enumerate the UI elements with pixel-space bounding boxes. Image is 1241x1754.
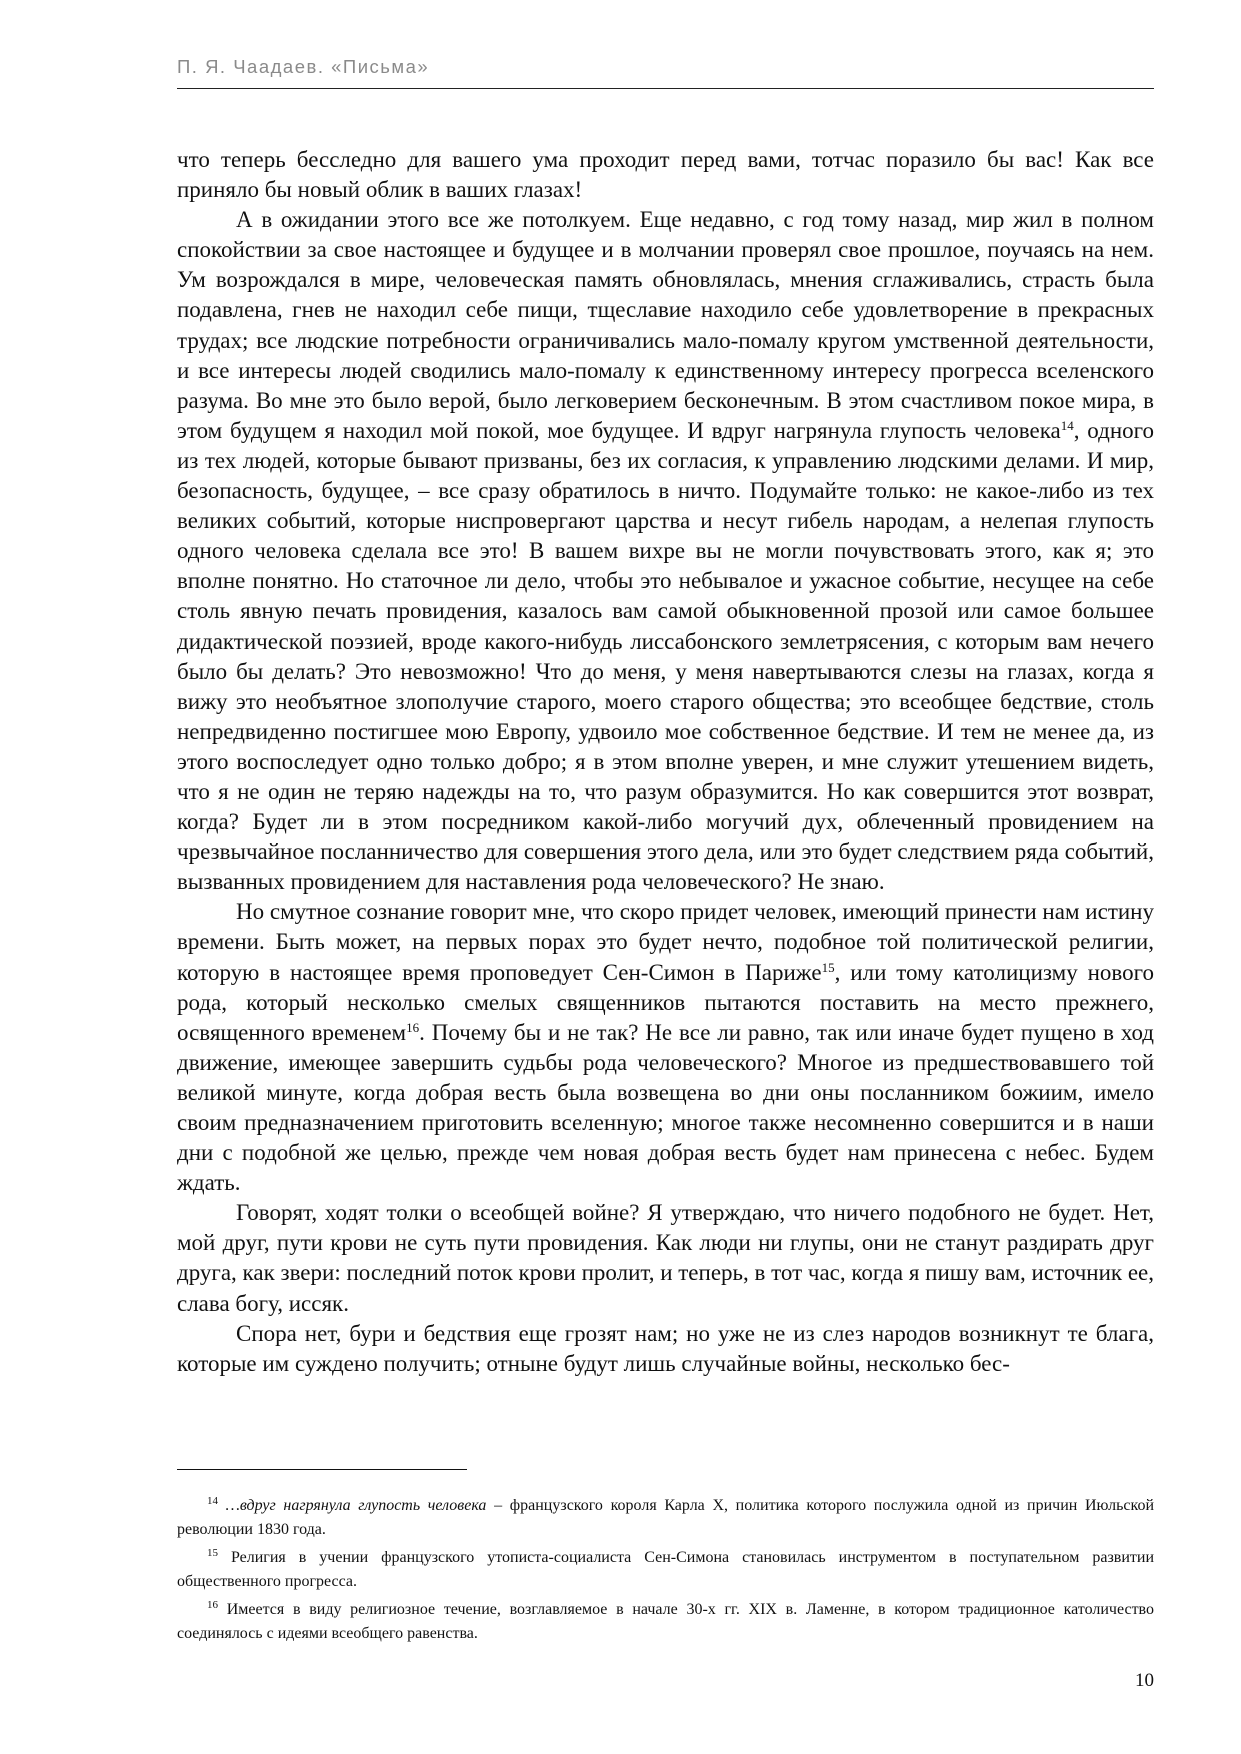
footnote-text: Религия в учении французского утописта-социалиста Сен-Симона становилась инструментом в поступательном развитии общественного прогресса.: [177, 1549, 1154, 1590]
paragraph-2: [177, 205, 1154, 897]
footnote-number: 16: [207, 1599, 218, 1611]
footnote-14: [177, 1494, 1154, 1541]
footnote-number: 14: [207, 1495, 218, 1507]
running-title: П. Я. Чаадаев. «Письма»: [177, 56, 430, 77]
paragraph-3-part-c: . Почему бы и не так? Не все ли равно, так или иначе будет пущено в ход движение, имеющее завершить судьбы рода человеческого? Многое из предшествовавшего той великой минуте, когда добрая весть была возвещена во дни оны посланником божиим, имело своим предназначением приготовить вселенную; многое также несомненно совершится и в наши дни с подобной же целью, прежде чем новая добрая весть будет нам принесена с небес. Будем ждать.: [177, 1019, 1155, 1196]
footnote-rule: [177, 1469, 467, 1470]
footnote-text: – французского короля Карла Х, политика которого послужила одной из причин Июльской революции 1830 года.: [177, 1497, 1154, 1538]
main-text: [177, 145, 1154, 1379]
page-number: 10: [1135, 1670, 1154, 1691]
footnote-ref-14[interactable]: 14: [1060, 417, 1074, 433]
paragraph-5: Спора нет, бури и бедствия еще грозят нам; но уже не из слез народов возникнут те блага, которые им суждено получить; отныне будут лишь случайные войны, несколько бес-: [177, 1320, 1154, 1376]
paragraph-2-part-b: , одного из тех людей, которые бывают призваны, без их согласия, к управлению людскими делами. И мир, безопасность, будущее, – все сразу обратилось в ничто. Подумайте только: не какое-либо из тех великих событий, которые ниспровергают царства и несут гибель народам, а нелепая глупость одного человека сделала все это! В вашем вихре вы не могли почувствовать этого, как я; это вполне понятно. Но статочное ли дело, чтобы это небывалое и ужасное событие, несущее на себе столь явную печать провидения, казалось вам самой обыкновенной прозой или самое большее дидактической поэзией, вроде какого-нибудь лиссабонского землетрясения, с которым вам нечего было бы делать? Это невозможно! Что до меня, у меня навертываются слезы на глазах, когда я вижу это необъятное злополучие старого, моего старого общества; это всеобщее бедствие, столь непредвиденно постигшее мою Европу, удвоило мое собственное бедствие. И тем не менее да, из этого воспоследует одно только добро; я в этом вполне уверен, и мне служит утешением видеть, что я не один не теряю надежды на то, что разум образумится. Но как совершится этот возврат, когда? Будет ли в этом посредником какой-либо могучий дух, облеченный провидением на чрезвычайное посланничество для совершения этого дела, или это будет следствием ряда событий, вызванных провидением для наставления рода человеческого? Не знаю.: [177, 417, 1154, 895]
paragraph-1: что теперь бесследно для вашего ума проходит перед вами, тотчас поразило бы вас! Как все приняло бы новый облик в ваших глазах!: [177, 147, 1154, 203]
paragraph-3-part-b: , или тому католицизму нового рода, который несколько смелых священников пытаются поставить на место прежнего, освященного временем: [177, 959, 1154, 1045]
footnote-italic-quote: …вдруг нагрянула глупость человека: [225, 1497, 487, 1514]
footnotes: [177, 1494, 1154, 1650]
paragraph-2-part-a: А в ожидании этого все же потолкуем. Еще недавно, с год тому назад, мир жил в полном спокойствии за свое настоящее и будущее и в молчании проверял свое прошлое, поучаясь на нем. Ум возрождался в мире, человеческая память обновлялась, мнения сглаживались, страсть была подавлена, гнев не находил себе пищи, тщеславие находило себе удовлетворение в прекрасных трудах; все людские потребности ограничивались мало-помалу кругом умственной деятельности, и все интересы людей сводились мало-помалу к единственному интересу прогресса вселенского разума. Во мне это было верой, было легковерием бесконечным. В этом счастливом покое мира, в этом будущем я находил мой покой, мое будущее. И вдруг нагрянула глупость человека: [177, 207, 1154, 443]
footnote-15: [177, 1546, 1154, 1593]
header-rule: [177, 88, 1154, 89]
paragraph-3-part-a: Но смутное сознание говорит мне, что скоро придет человек, имеющий принести нам истину времени. Быть может, на первых порах это будет нечто, подобное той политической религии, которую в настоящее время проповедует Сен-Симон в Париже: [177, 899, 1154, 985]
footnote-ref-16[interactable]: 16: [406, 1019, 420, 1035]
footnote-number: 15: [207, 1547, 218, 1559]
paragraph-3: [177, 897, 1154, 1198]
paragraph-4: Говорят, ходят толки о всеобщей войне? Я утверждаю, что ничего подобного не будет. Нет, мой друг, пути крови не суть пути провидения. Как люди ни глупы, они не станут раздирать друг друга, как звери: последний поток крови пролит, и теперь, в тот час, когда я пишу вам, источник ее, слава богу, иссяк.: [177, 1200, 1154, 1316]
footnote-ref-15[interactable]: 15: [821, 959, 835, 975]
footnote-16: [177, 1598, 1154, 1645]
footnote-text: Имеется в виду религиозное течение, возглавляемое в начале 30-х гг. XIX в. Ламенне, в котором традиционное католичество соединялось с идеями всеобщего равенства.: [177, 1601, 1154, 1642]
